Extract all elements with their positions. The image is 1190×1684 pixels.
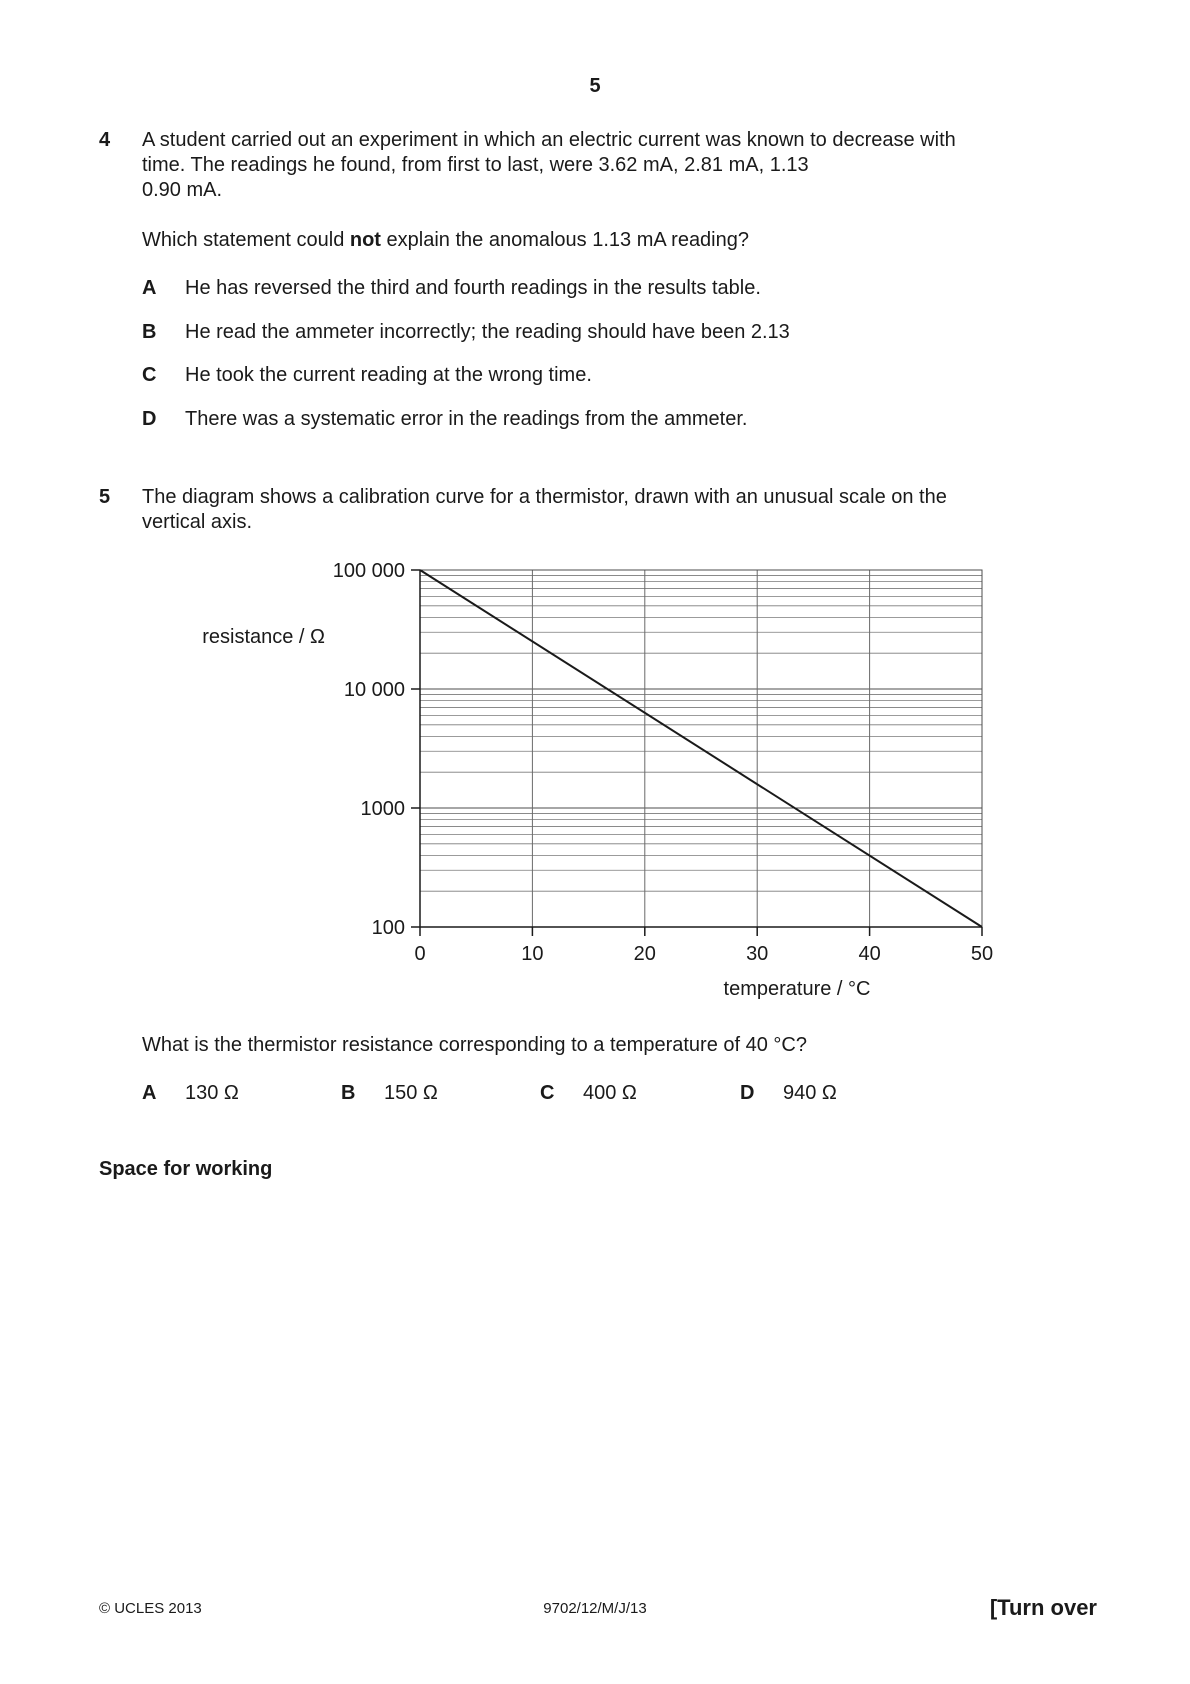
q5-option-d-letter: D bbox=[740, 1082, 755, 1104]
q5-option-d-text: 940 Ω bbox=[783, 1082, 837, 1104]
q4-option-b-letter: B bbox=[142, 321, 157, 343]
question-4-stem-line-2: time. The readings he found, from first to last, were 3.62 mA, 2.81 mA, 1.13 bbox=[142, 154, 809, 176]
q5-option-b-letter: B bbox=[341, 1082, 356, 1104]
x-tick-label: 10 bbox=[521, 943, 544, 965]
question-4-stem-line-3: 0.90 mA. bbox=[142, 179, 223, 201]
q4-option-b-text: He read the ammeter incorrectly; the reading should have been 2.13 bbox=[185, 321, 790, 343]
turn-over-label: [Turn over bbox=[989, 1595, 1097, 1620]
q5-option-c-text: 400 Ω bbox=[583, 1082, 637, 1104]
x-tick-label: 20 bbox=[633, 943, 656, 965]
y-tick-label: 100 000 bbox=[332, 560, 405, 582]
q5-option-a-letter: A bbox=[142, 1082, 157, 1104]
x-tick-label: 0 bbox=[414, 943, 426, 965]
calibration-curve-line bbox=[420, 570, 982, 927]
question-4-number: 4 bbox=[99, 129, 111, 151]
q4-option-c-letter: C bbox=[142, 364, 157, 386]
q4-option-a-text: He has reversed the third and fourth readings in the results table. bbox=[185, 277, 761, 299]
question-4-stem-line-1: A student carried out an experiment in which an electric current was known to decrease with bbox=[142, 129, 956, 151]
q4-option-d-text: There was a systematic error in the readings from the ammeter. bbox=[185, 408, 748, 430]
q4-option-c-text: He took the current reading at the wrong time. bbox=[185, 364, 592, 386]
graph-series bbox=[420, 570, 982, 927]
question-5-stem-line-1: The diagram shows a calibration curve for a thermistor, drawn with an unusual scale on the bbox=[142, 486, 947, 508]
x-tick-label: 30 bbox=[746, 943, 769, 965]
question-5-stem-line-2: vertical axis. bbox=[142, 511, 253, 533]
space-for-working-label: Space for working bbox=[99, 1158, 273, 1180]
q5-option-c-letter: C bbox=[540, 1082, 555, 1104]
q5-option-b-text: 150 Ω bbox=[384, 1082, 438, 1104]
page-number: 5 bbox=[589, 75, 601, 97]
q4-option-a-letter: A bbox=[142, 277, 157, 299]
question-4-prompt-bold: not bbox=[349, 229, 381, 251]
x-tick-label: 50 bbox=[970, 943, 994, 965]
footer-copyright: © UCLES 2013 bbox=[99, 1600, 202, 1617]
question-4-prompt-post: explain the anomalous 1.13 mA reading? bbox=[380, 229, 749, 251]
y-tick-label: 1000 bbox=[360, 798, 405, 820]
x-tick-labels bbox=[414, 943, 993, 965]
question-5-number: 5 bbox=[99, 486, 111, 508]
graph-axis-ticks bbox=[411, 570, 982, 936]
question-4-prompt-pre: Which statement could bbox=[142, 229, 350, 251]
y-tick-label: 100 bbox=[371, 917, 405, 939]
x-tick-label: 40 bbox=[858, 943, 881, 965]
footer-paper-code: 9702/12/M/J/13 bbox=[543, 1600, 647, 1617]
y-tick-labels bbox=[333, 560, 405, 939]
y-tick-label: 10 000 bbox=[343, 679, 405, 701]
question-5-prompt: What is the thermistor resistance corresponding to a temperature of 40 °C? bbox=[142, 1034, 807, 1056]
x-axis-label: temperature / °C bbox=[723, 978, 871, 1000]
y-axis-label: resistance / Ω bbox=[202, 626, 325, 648]
q4-option-d-letter: D bbox=[142, 408, 157, 430]
q5-option-a-text: 130 Ω bbox=[185, 1082, 239, 1104]
